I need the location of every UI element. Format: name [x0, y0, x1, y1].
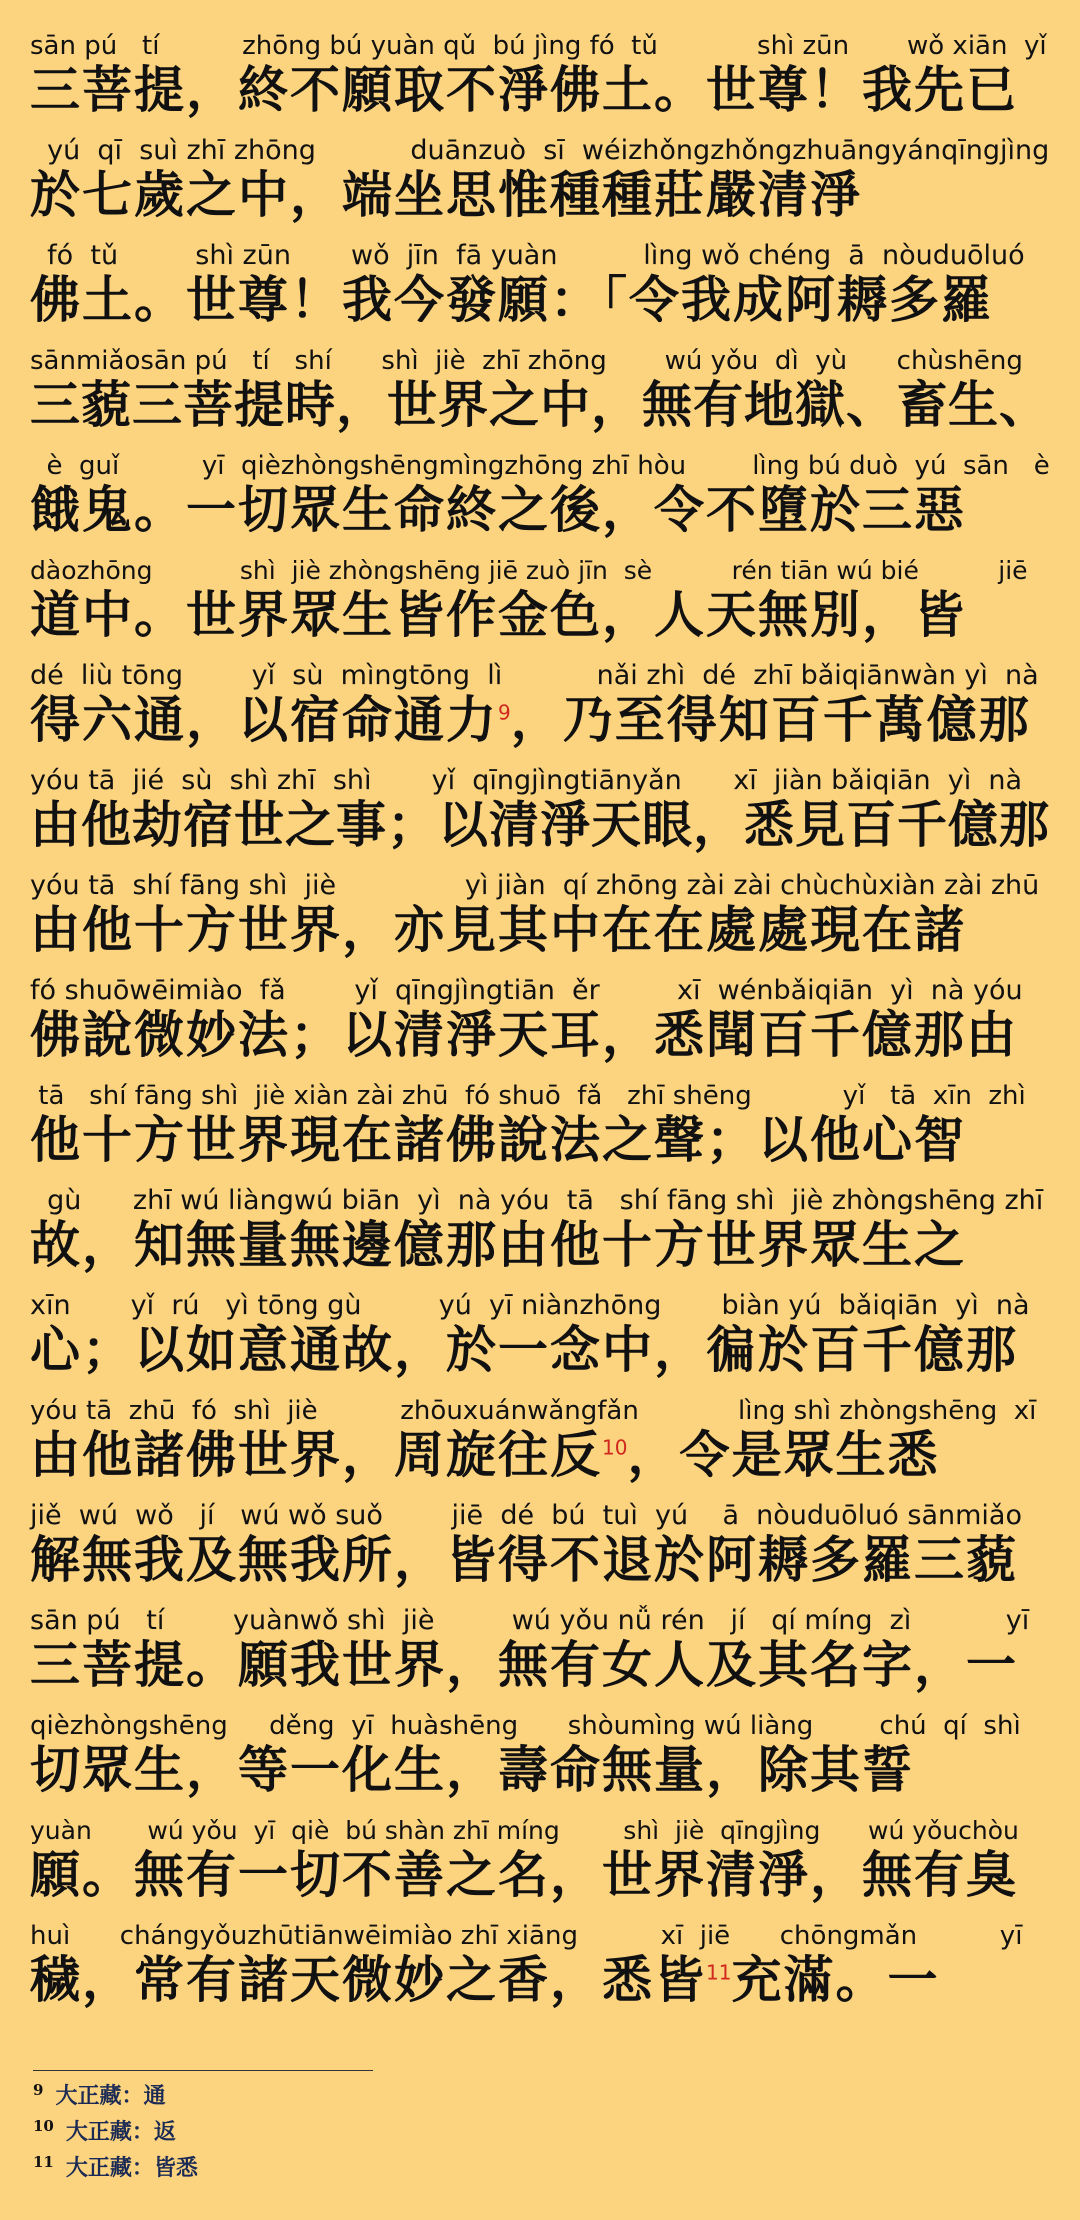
pinyin-annotation: qièzhòngshēng děng yī huàshēng shòumìng wú liàng chú qí shì: [30, 1711, 1021, 1741]
text-line: [30, 555, 1052, 643]
chinese-text-segment: ，乃至得知百千萬億那: [510, 691, 1031, 749]
pinyin-annotation: dé liù tōng yǐ sù mìngtōng lì nǎi zhì dé zhī bǎiqiānwàn yì nà: [30, 660, 1039, 691]
text-line: [30, 1395, 1052, 1483]
chinese-text-segment: 由他諸佛世界，周旋往反: [30, 1426, 602, 1484]
footnote-number: 11: [33, 2152, 54, 2171]
chinese-text: [30, 1742, 1052, 1798]
pinyin-annotation: fó shuōwēimiào fǎ yǐ qīngjìngtiān ěr xī wénbǎiqiān yì nà yóu: [30, 975, 1023, 1006]
chinese-text: [30, 1007, 1052, 1063]
chinese-text: [30, 1952, 1052, 2008]
chinese-text-segment: 穢，常有諸天微妙之香，悉皆: [30, 1951, 706, 2009]
text-line: [30, 975, 1052, 1063]
footnote-10: [33, 2114, 633, 2150]
text-line: [30, 1710, 1052, 1798]
chinese-text: [30, 62, 1052, 118]
chinese-text-segment: 三菩提，終不願取不淨佛土。世尊！我先已: [30, 61, 1018, 119]
pinyin-annotation: yóu tā shí fāng shì jiè yì jiàn qí zhōng zài zài chùchùxiàn zài zhū: [30, 870, 1040, 901]
chinese-text-segment: 由他劫宿世之事；以清淨天眼，悉見百千億那: [30, 796, 1050, 854]
text-line: [30, 1605, 1052, 1693]
chinese-text: [30, 1322, 1052, 1378]
chinese-text: [30, 902, 1052, 958]
pinyin-annotation: è guǐ yī qièzhòngshēngmìngzhōng zhī hòu lìng bú duò yú sān è: [30, 451, 1050, 481]
chinese-text-segment: 三藐三菩提時，世界之中，無有地獄、畜生、: [30, 376, 1050, 434]
chinese-text-segment: 三菩提。願我世界，無有女人及其名字，一: [30, 1636, 1018, 1694]
pinyin-annotation: huì chángyǒuzhūtiānwēimiào zhī xiāng xī jiē chōngmǎn yī: [30, 1921, 1023, 1951]
footnote-reference[interactable]: 10: [602, 1435, 628, 1460]
footnote-reference[interactable]: 11: [706, 1960, 732, 1985]
chinese-text-segment: ，令是眾生悉: [627, 1426, 940, 1484]
chinese-text-segment: 由他十方世界，亦見其中在在處處現在諸: [30, 901, 966, 959]
pinyin-annotation: xīn yǐ rú yì tōng gù yú yī niànzhōng biàn yú bǎiqiān yì nà: [30, 1290, 1030, 1321]
pinyin-annotation: tā shí fāng shì jiè xiàn zài zhū fó shuō fǎ zhī shēng yǐ tā xīn zhì: [30, 1081, 1026, 1111]
chinese-text-segment: 餓鬼。一切眾生命終之後，令不墮於三惡: [30, 481, 966, 539]
chinese-text: [30, 1847, 1052, 1903]
chinese-text-segment: 道中。世界眾生皆作金色，人天無別，皆: [30, 586, 966, 644]
chinese-text-segment: 充滿。一: [731, 1951, 940, 2009]
text-line: [30, 1080, 1052, 1168]
pinyin-annotation: sānmiǎosān pú tí shí shì jiè zhī zhōng wú yǒu dì yù chùshēng: [30, 346, 1023, 376]
text-line: [30, 30, 1052, 118]
chinese-text: [30, 692, 1052, 748]
footnote-number: 9: [33, 2080, 44, 2099]
pinyin-annotation: yóu tā jié sù shì zhī shì yǐ qīngjìngtiānyǎn xī jiàn bǎiqiān yì nà: [30, 765, 1023, 796]
chinese-text: [30, 167, 1052, 223]
footnote-9: [33, 2078, 633, 2114]
chinese-text: [30, 272, 1052, 328]
chinese-text-segment: 佛土。世尊！我今發願：「令我成阿耨多羅: [30, 271, 993, 329]
text-line: [30, 1290, 1052, 1378]
pinyin-annotation: fó tǔ shì zūn wǒ jīn fā yuàn lìng wǒ chéng ā nòuduōluó: [30, 240, 1025, 271]
chinese-text: [30, 797, 1052, 853]
text-line: [30, 345, 1052, 433]
chinese-text: [30, 587, 1052, 643]
text-line: [30, 1920, 1052, 2008]
chinese-text: [30, 1112, 1052, 1168]
chinese-text-segment: 得六通，以宿命通力: [30, 691, 498, 749]
text-line: [30, 870, 1052, 958]
chinese-text-segment: 他十方世界現在諸佛說法之聲；以他心智: [30, 1111, 966, 1169]
text-line: [30, 450, 1052, 538]
chinese-text-segment: 於七歲之中，端坐思惟種種莊嚴清淨: [30, 166, 862, 224]
chinese-text: [30, 377, 1052, 433]
pinyin-annotation: yuàn wú yǒu yī qiè bú shàn zhī míng shì jiè qīngjìng wú yǒuchòu: [30, 1816, 1019, 1845]
footnote-divider: [33, 2070, 373, 2071]
chinese-text: [30, 1637, 1052, 1693]
pinyin-annotation: gù zhī wú liàngwú biān yì nà yóu tā shí fāng shì jiè zhòngshēng zhī: [30, 1185, 1044, 1216]
pinyin-annotation: jiě wú wǒ jí wú wǒ suǒ jiē dé bú tuì yú ā nòuduōluó sānmiǎo: [30, 1500, 1022, 1531]
pinyin-annotation: sān pú tí yuànwǒ shì jiè wú yǒu nǚ rén jí qí míng zì yī: [30, 1605, 1030, 1636]
text-line: [30, 240, 1052, 328]
footnote-reference[interactable]: 9: [498, 700, 511, 725]
footnote-11: [33, 2150, 633, 2186]
pinyin-annotation: yú qī suì zhī zhōng duānzuò sī wéizhǒngzhǒngzhuāngyánqīngjìng: [30, 135, 1050, 166]
chinese-text: [30, 1217, 1052, 1273]
chinese-text-segment: 願。無有一切不善之名，世界清淨，無有臭: [30, 1846, 1018, 1904]
chinese-text-segment: 解無我及無我所，皆得不退於阿耨多羅三藐: [30, 1531, 1018, 1589]
text-line: [30, 765, 1052, 853]
chinese-text-segment: 切眾生，等一化生，壽命無量，除其誓: [30, 1741, 914, 1799]
text-line: [30, 135, 1052, 223]
footnotes: [33, 2078, 633, 2186]
pinyin-annotation: yóu tā zhū fó shì jiè zhōuxuánwǎngfǎn lìng shì zhòngshēng xī: [30, 1396, 1037, 1426]
chinese-text-segment: 故，知無量無邊億那由他十方世界眾生之: [30, 1216, 966, 1274]
footnote-text: 大正藏：通: [55, 2083, 166, 2109]
chinese-text: [30, 482, 1052, 538]
text-line: [30, 1185, 1052, 1273]
footnote-text: 大正藏：返: [65, 2119, 176, 2145]
chinese-text: [30, 1427, 1052, 1483]
pinyin-annotation: sān pú tí zhōng bú yuàn qǔ bú jìng fó tǔ shì zūn wǒ xiān yǐ: [30, 31, 1047, 61]
pinyin-annotation: dàozhōng shì jiè zhòngshēng jiē zuò jīn sè rén tiān wú bié jiē: [30, 556, 1028, 585]
footnote-number: 10: [33, 2116, 54, 2135]
text-line: [30, 1815, 1052, 1903]
text-line: [30, 1500, 1052, 1588]
footnote-text: 大正藏：皆悉: [65, 2155, 198, 2181]
chinese-text-segment: 佛說微妙法；以清淨天耳，悉聞百千億那由: [30, 1006, 1018, 1064]
chinese-text-segment: 心；以如意通故，於一念中，徧於百千億那: [30, 1321, 1018, 1379]
chinese-text: [30, 1532, 1052, 1588]
text-line: [30, 660, 1052, 748]
